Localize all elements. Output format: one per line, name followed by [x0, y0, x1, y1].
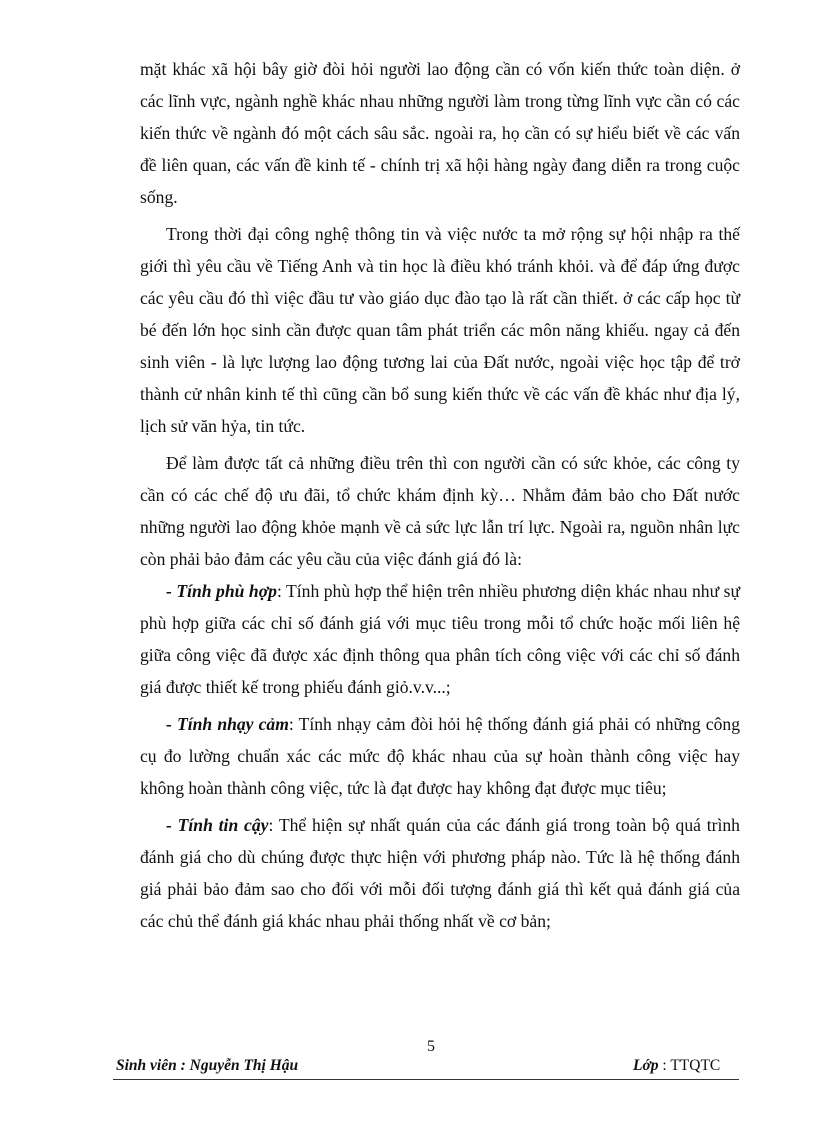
criterion-suitability: [140, 575, 740, 703]
paragraph-2: Trong thời đại công nghệ thông tin và việc nước ta mở rộng sự hội nhập ra thế giới thì yêu cầu về Tiếng Anh và tin học là điều khó tránh khỏi. và để đáp ứng được các yêu cầu đó thì việc đầu tư vào giáo dục đào tạo là rất cần thiết. ở các cấp học từ bé đến lớn học sinh cần được quan tâm phát triển các môn năng khiếu. ngay cả đến sinh viên - là lực lượng lao động tương lai của Đất nước, ngoài việc học tập để trở thành cử nhân kinh tế thì cũng cần bổ sung kiến thức về các vấn đề khác như địa lý, lịch sử văn hỷa, tin tức.: [140, 224, 740, 436]
footer-divider: [113, 1079, 739, 1080]
criterion-text: : Tính nhạy cảm đòi hỏi hệ thống đánh giá phải có những công cụ đo lường chuẩn xác các mức độ khác nhau của sự hoàn thành công việc hay không hoàn thành công việc, tức là đạt được hay không đạt được mục tiêu;: [140, 714, 740, 798]
footer-student-name: Sinh viên : Nguyễn Thị Hậu: [116, 1057, 299, 1074]
paragraph-1: mặt khác xã hội bây giờ đòi hỏi người lao động cần có vốn kiến thức toàn diện. ở các lĩnh vực, ngành nghề khác nhau những người làm trong từng lĩnh vực cần có các kiến thức về ngành đó một cách sâu sắc. ngoài ra, họ cần có sự hiểu biết về các vấn đề liên quan, các vấn đề kinh tế - chính trị xã hội hàng ngày đang diễn ra trong cuộc sống.: [140, 59, 740, 207]
criterion-reliability: [140, 809, 740, 937]
criterion-label: - Tính tin cậy: [166, 815, 269, 835]
footer-class-label: Lớp: [633, 1057, 659, 1074]
footer-class: [633, 1057, 720, 1075]
criterion-text: : Tính phù hợp thể hiện trên nhiều phương diện khác nhau như sự phù hợp giữa các chỉ số đánh giá với mục tiêu trong mỗi tổ chức hoặc mối liên hệ giữa công việc đã được xác định thông qua phân tích công việc với các chỉ số đánh giá được thiết kế trong phiếu đánh giỏ.v.v...;: [140, 581, 740, 697]
criterion-label: - Tính nhạy cảm: [166, 714, 289, 734]
document-body: [140, 53, 740, 937]
paragraph-3: Để làm được tất cả những điều trên thì con người cần có sức khỏe, các công ty cần có các chế độ ưu đãi, tổ chức khám định kỳ… Nhằm đảm bảo cho Đất nước những người lao động khỏe mạnh về cả sức lực lẫn trí lực. Ngoài ra, nguồn nhân lực còn phải bảo đảm các yêu cầu của việc đánh giá đó là:: [140, 453, 740, 569]
footer-class-value: : TTQTC: [658, 1057, 721, 1074]
page-number: 5: [427, 1038, 435, 1055]
criterion-label: - Tính phù hợp: [166, 581, 277, 601]
criterion-text: : Thể hiện sự nhất quán của các đánh giá trong toàn bộ quá trình đánh giá cho dù chúng được thực hiện với phương pháp nào. Tức là hệ thống đánh giá phải bảo đảm sao cho đối với mỗi đối tượng đánh giá thì kết quả đánh giá của các chủ thể đánh giá khác nhau phải thống nhất về cơ bản;: [140, 815, 740, 931]
criterion-sensitivity: [140, 708, 740, 804]
